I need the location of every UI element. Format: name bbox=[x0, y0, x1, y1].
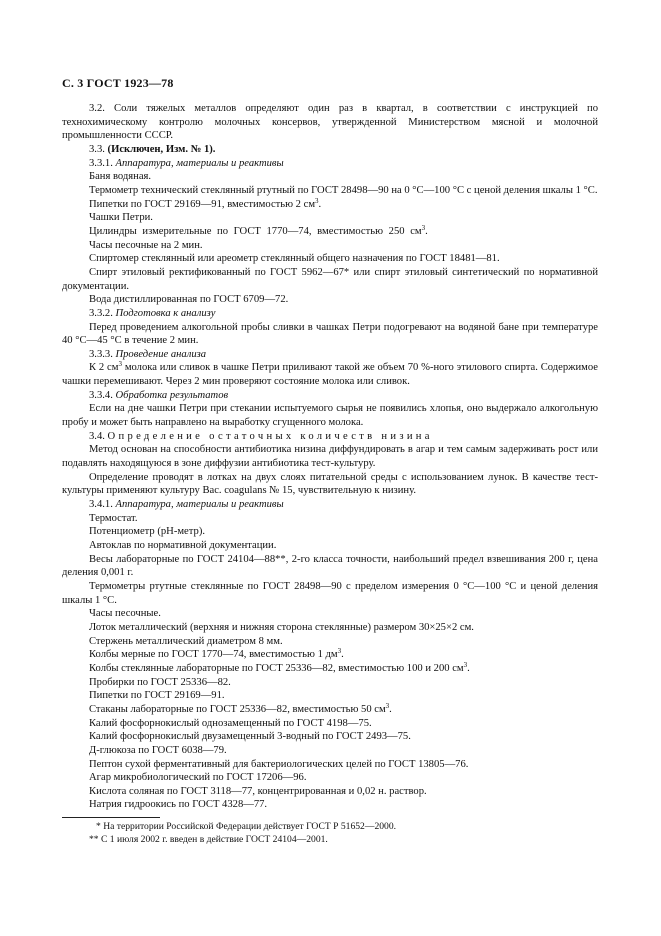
subheading-text: Проведение анализа bbox=[115, 348, 207, 360]
document-body bbox=[62, 102, 598, 812]
heading-3-4 bbox=[62, 430, 598, 444]
list-item: Пипетки по ГОСТ 29169—91. bbox=[89, 690, 225, 702]
list-item: Баня водяная. bbox=[89, 171, 152, 183]
list-item: Натрия гидроокись по ГОСТ 4328—77. bbox=[89, 799, 268, 811]
list-item-text: . bbox=[425, 225, 428, 237]
paragraph bbox=[62, 361, 598, 388]
clause-number: 3.4. bbox=[89, 430, 108, 442]
heading-3-3-3 bbox=[62, 348, 598, 362]
superscript: 3 bbox=[315, 196, 319, 205]
list-item: Калий фосфорнокислый однозамещенный по ГОСТ 4198—75. bbox=[89, 717, 372, 729]
footnotes bbox=[62, 820, 598, 847]
list-item: Автоклав по нормативной документации. bbox=[89, 540, 277, 551]
section-title: Определение остаточных количеств низина bbox=[107, 430, 433, 442]
subheading-text: Аппаратура, материалы и реактивы bbox=[115, 157, 284, 169]
page-header: С. 3 ГОСТ 1923—78 bbox=[62, 76, 174, 90]
superscript: 3 bbox=[337, 647, 342, 656]
list-item: Термометр технический стеклянный ртутный по ГОСТ 28498—90 на 0 °С—100 °С с ценой деления шкалы 1 °С. bbox=[89, 184, 598, 196]
list-item bbox=[62, 225, 598, 239]
superscript: 3 bbox=[385, 701, 390, 710]
list-item-text: . bbox=[389, 703, 392, 715]
list-item-text: . bbox=[318, 198, 322, 210]
list-item bbox=[62, 648, 598, 662]
list-item: Потенциометр (рН-метр). bbox=[89, 526, 205, 538]
list-item: Вода дистиллированная по ГОСТ 6709—72. bbox=[89, 294, 289, 306]
paragraph-3-2: 3.2. Соли тяжелых металлов определяют один раз в квартал, в соответствии с инструкцией по технохимическому контролю молочных консервов, утвержденной Министерством мясной и молочной промышленности СССР. bbox=[62, 103, 598, 142]
subheading-text: Аппаратура, материалы и реактивы bbox=[115, 499, 284, 511]
clause-number: 3.4.1. bbox=[89, 499, 116, 511]
clause-number: 3.3.4. bbox=[89, 389, 116, 401]
heading-3-4-1 bbox=[62, 498, 598, 512]
clause-number: 3.3.3. bbox=[89, 348, 116, 360]
list-item: Д-глюкоза по ГОСТ 6038—79. bbox=[89, 744, 227, 756]
list-item: Часы песочные на 2 мин. bbox=[89, 239, 203, 251]
list-item: Часы песочные. bbox=[89, 608, 161, 620]
list-item bbox=[62, 198, 598, 212]
subheading-text: Подготовка к анализу bbox=[115, 307, 216, 319]
list-item-text: Стаканы лабораторные по ГОСТ 25336—82, вместимостью 50 см bbox=[89, 703, 386, 715]
paragraph: Метод основан на способности антибиотика низина диффундировать в агар и тем самым задерживать рост или подавлять находящуюся в зоне диффузии антибиотика тест-культуру. bbox=[62, 444, 598, 470]
footnote-divider bbox=[62, 817, 160, 818]
paragraph: Определение проводят в лотках на двух слоях питательной среды с использованием лунок. В качестве тест-культуры применяют культуру Bac. coagulans № 15, чувствительную к низину. bbox=[62, 471, 598, 497]
superscript: 3 bbox=[118, 360, 122, 369]
list-item-text: . bbox=[467, 662, 470, 674]
list-item: Кислота соляная по ГОСТ 3118—77, концентрированная и 0,02 н. раствор. bbox=[89, 785, 427, 797]
list-item: Весы лабораторные по ГОСТ 24104—88**, 2-го класса точности, наибольший предел взвешивания 200 г, цена деления 0,001 г. bbox=[62, 553, 598, 579]
list-item-text: Колбы мерные по ГОСТ 1770—74, вместимостью 1 дм bbox=[89, 649, 338, 661]
footnote: * На территории Российской Федерации действует ГОСТ Р 51652—2000. bbox=[96, 821, 397, 832]
list-item: Калий фосфорнокислый двузамещенный 3-водный по ГОСТ 2493—75. bbox=[89, 731, 411, 743]
clause-number: 3.3.2. bbox=[89, 307, 116, 319]
list-item-text: . bbox=[341, 649, 344, 661]
list-item-text: Пипетки по ГОСТ 29169—91, вместимостью 2 см bbox=[89, 198, 316, 210]
list-item: Термостат. bbox=[89, 512, 138, 524]
list-item: Пептон сухой ферментативный для бактериологических целей по ГОСТ 13805—76. bbox=[89, 758, 469, 770]
paragraph-text: молока или сливок в чашке Петри приливают такой же объем 70 %-ного этилового спирта. Содержимое чашки перемешивают. Через 2 мин проверяют состояние молока или сливок. bbox=[62, 362, 598, 388]
list-item: Чашки Петри. bbox=[89, 212, 153, 224]
list-item: Пробирки по ГОСТ 25336—82. bbox=[89, 676, 231, 688]
paragraph-text: К 2 см bbox=[89, 362, 119, 374]
heading-3-3-1 bbox=[62, 157, 598, 171]
list-item bbox=[62, 662, 598, 676]
paragraph-3-3 bbox=[62, 143, 598, 157]
list-item: Агар микробиологический по ГОСТ 17206—96. bbox=[89, 772, 307, 784]
list-item-text: Цилиндры измерительные по ГОСТ 1770—74, вместимостью 250 см bbox=[89, 225, 422, 237]
list-item: Стержень металлический диаметром 8 мм. bbox=[89, 635, 283, 647]
list-item: Лоток металлический (верхняя и нижняя сторона стеклянные) размером 30×25×2 см. bbox=[89, 621, 474, 633]
clause-number: 3.3.1. bbox=[89, 157, 116, 169]
paragraph: Если на дне чашки Петри при стекании испытуемого сырья не появились хлопья, оно выдержало алкогольную пробу и может быть направлено на выработку сгущенного молока. bbox=[62, 403, 598, 429]
clause-excluded-note: (Исключен, Изм. № 1). bbox=[107, 143, 216, 155]
list-item: Термометры ртутные стеклянные по ГОСТ 28498—90 с пределом измерения 0 °С—100 °С и ценой деления шкалы 1 °С. bbox=[62, 580, 598, 606]
list-item: Спирт этиловый ректификованный по ГОСТ 5962—67* или спирт этиловый синтетический по нормативной документации. bbox=[62, 266, 598, 292]
footnote: ** С 1 июля 2002 г. введен в действие ГОСТ 24104—2001. bbox=[89, 834, 328, 846]
superscript: 3 bbox=[463, 660, 468, 669]
superscript: 3 bbox=[421, 223, 426, 232]
paragraph: Перед проведением алкогольной пробы сливки в чашках Петри подогревают на водяной бане при температуре 40 °С—45 °С в течение 2 мин. bbox=[62, 321, 598, 347]
subheading-text: Обработка результатов bbox=[115, 389, 229, 401]
list-item: Спиртомер стеклянный или ареометр стеклянный общего назначения по ГОСТ 18481—81. bbox=[89, 253, 500, 265]
heading-3-3-4 bbox=[62, 389, 598, 403]
list-item-text: Колбы стеклянные лабораторные по ГОСТ 25336—82, вместимостью 100 и 200 см bbox=[89, 662, 464, 674]
list-item bbox=[62, 703, 598, 717]
clause-number: 3.3. bbox=[89, 143, 108, 155]
heading-3-3-2 bbox=[62, 307, 598, 321]
